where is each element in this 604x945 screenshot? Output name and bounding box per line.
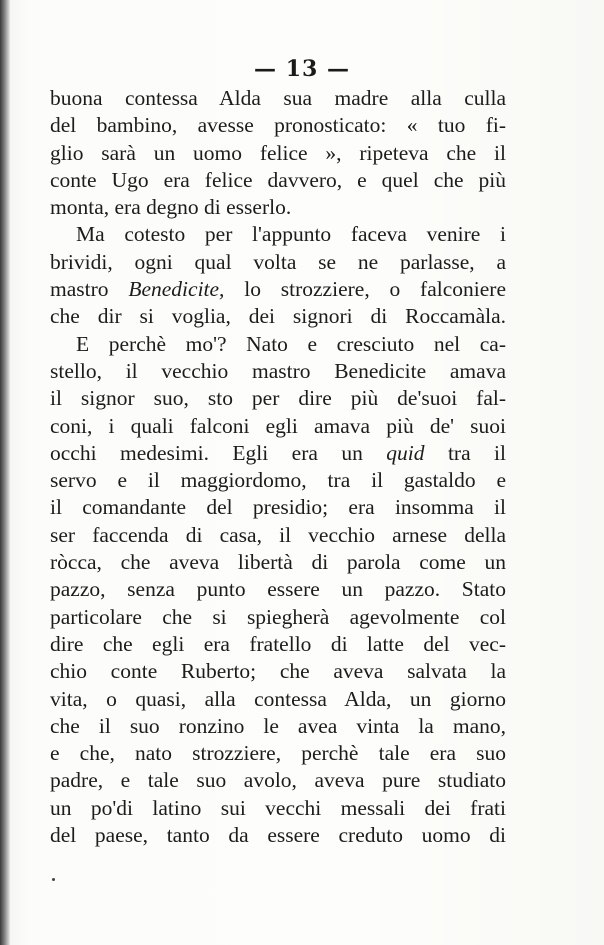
text-segment: tra il <box>424 440 507 465</box>
text-line: servo e il maggiordomo, tra il gastaldo e <box>50 468 506 493</box>
printer-mark <box>52 878 55 881</box>
text-line: che dir si voglia, dei signori di Roccamàla. <box>50 304 506 329</box>
text-line: dire che egli era fratello di latte del vec- <box>50 631 506 656</box>
text-segment: lo strozziere, o falconiere <box>224 277 506 302</box>
text-line: che il suo ronzino le avea vinta la mano, <box>50 713 506 738</box>
body-text <box>50 85 506 849</box>
text-line: brividi, ogni qual volta se ne parlasse, a <box>50 249 506 274</box>
text-line: stello, il vecchio mastro Benedicite amava <box>50 358 506 383</box>
text-line <box>50 276 506 303</box>
text-line: il comandante del presidio; era insomma il <box>50 495 506 520</box>
page-number: — 13 — <box>254 56 350 82</box>
italic-term: quid <box>386 440 425 465</box>
text-line: un po'di latino sui vecchi messali dei frati <box>50 795 506 820</box>
text-line: Ma cotesto per l'appunto faceva venire i <box>76 222 506 247</box>
text-line: e che, nato strozziere, perchè tale era suo <box>50 741 506 766</box>
text-line: del bambino, avesse pronosticato: « tuo fi- <box>50 113 506 138</box>
text-line: conte Ugo era felice davvero, e quel che più <box>50 167 506 192</box>
text-line: E perchè mo'? Nato e cresciuto nel ca- <box>76 331 506 356</box>
text-line: padre, e tale suo avolo, aveva pure studiato <box>50 768 506 793</box>
text-segment: mastro <box>50 277 129 302</box>
text-line: coni, i quali falconi egli amava più de' suoi <box>50 413 506 438</box>
text-line: glio sarà un uomo felice », ripeteva che il <box>50 140 506 165</box>
text-line: del paese, tanto da essere creduto uomo di <box>50 823 506 848</box>
text-line: ser faccenda di casa, il vecchio arnese della <box>50 522 506 547</box>
italic-term: Benedicite, <box>128 277 225 302</box>
text-line: il signor suo, sto per dire più de'suoi fal- <box>50 386 506 411</box>
text-line: vita, o quasi, alla contessa Alda, un giorno <box>50 686 506 711</box>
text-line: chio conte Ruberto; che aveva salvata la <box>50 659 506 684</box>
text-line: pazzo, senza punto essere un pazzo. Stato <box>50 577 506 602</box>
text-segment: occhi medesimi. Egli era un <box>50 440 387 465</box>
text-line: particolare che si spiegherà agevolmente col <box>50 604 506 629</box>
text-line <box>50 440 506 467</box>
text-line: buona contessa Alda sua madre alla culla <box>50 86 506 110</box>
page-binding-edge <box>0 0 10 945</box>
text-line: monta, era degno di esserlo. <box>50 195 292 220</box>
text-line: ròcca, che aveva libertà di parola come un <box>50 550 506 575</box>
